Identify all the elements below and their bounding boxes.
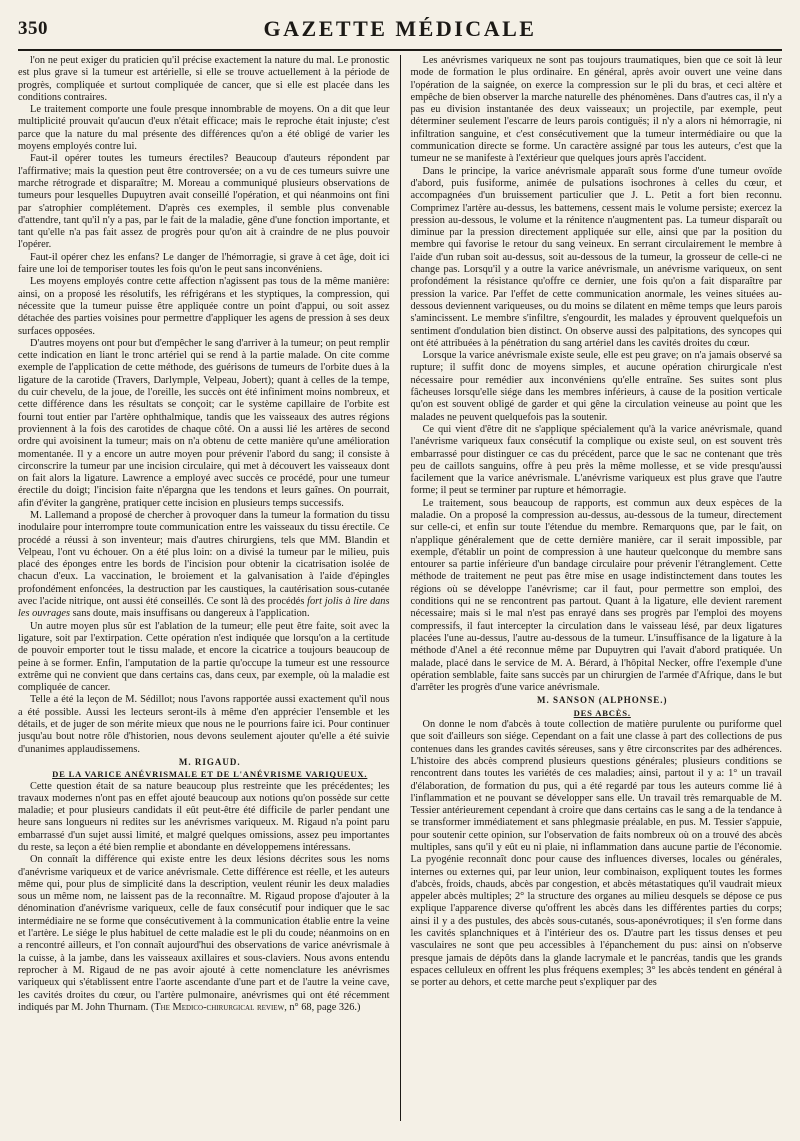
paragraph: Un autre moyen plus sûr est l'ablation de la tumeur; elle peut être faite, soit avec la ligature, soit par l'extirpation. Cette opération n'est indiquée que lorsqu'on a la certitude de pouvoir emporter tout le tissu malade, et encore la cicatrice a toujours beaucoup de peine à se former. Enfin, l'amputation de la partie qu'occupe la tumeur est une ressource extrême qui ne convient que dans certains cas, dans ceux, par exemple, où la maladie est compliquée de cancer. [18, 620, 390, 694]
paragraph: Lorsque la varice anévrismale existe seule, elle est peu grave; on n'a jamais observé sa rupture; il suffit donc de moyens simples, et aucune opération chirurgicale n'est nécessaire pour remédier aux inconvéniens qu'elle entraîne. Ses suites sont plus fâcheuses lorsqu'elle siége dans les membres inférieurs, à cause de la position verticale qu'on est souvent obligé de garder et qui gêne la circulation veineuse au point que les malades ne peuvent quelquefois pas la soutenir. [410, 350, 782, 423]
paragraph: Le traitement comporte une foule presque innombrable de moyens. On a dit que leur multiplicité prouvait qu'aucun d'eux n'était efficace; mais le reproche était injuste; c'est parce que la nature du mal présente des différences qu'on a été obligé de varier les moyens employés contre lui. [18, 104, 390, 153]
paragraph: Ce qui vient d'être dit ne s'applique spécialement qu'à la varice anévrismale, quand l'anévrisme variqueux faux consécutif la complique ou existe seul, on est souvent très embarrassé pour distinguer ce cas du précédent, parce que le sac ne contenant que très peu de caillots sanguins, offre à peu près la même mollesse, et se vide presqu'aussi facilement que la varice anévrismale. L'anévrisme variqueux est plus grave que l'autre forme; il peut se terminer par rupture et hémorragie. [410, 423, 782, 497]
paragraph-text: sans doute, mais insuffisans ou dangereux à l'application. [72, 608, 310, 620]
running-title: GAZETTE MÉDICALE [263, 16, 537, 41]
paragraph: Faut-il opérer chez les enfans? Le danger de l'hémorragie, si grave à cet âge, doit ici faire une loi de temporiser toutes les fois qu'on le peut sans inconvéniens. [18, 251, 390, 276]
section-title: DE LA VARICE ANÉVRISMALE ET DE L'ANÉVRISME VARIQUEUX. [52, 769, 368, 780]
paragraph: On donne le nom d'abcès à toute collection de matière purulente ou puriforme quel que soit d'ailleurs son siége. Cependant on a fait une classe à part des collections de pus contenues dans les grandes cavités séreuses, sans y être circonscrites par des adhérences. L'histoire des abcès comprend plusieurs questions générales; plusieurs conditions se rencontrent dans toutes les variétés de ces maladies; ainsi, partout il y a: 1° un travail d'élaboration, de formation du pus, qui a été regardé par tous les auteurs comme lié à l'inflammation et ne pouvant se développer sans elle. Un travail très remarquable de M. Tessier antérieurement cependant à croire que dans certains cas le sang a de la tendance à se transformer immédiatement et sans phlegmasie préalable, en pus. M. Tessier s'appuie, pour soutenir cette opinion, sur l'observation de faits nombreux où on a trouvé des abcès multiples, sans qu'il y eût eu ni plaie, ni inflammation dans aucune partie de l'économie. La pyogénie reconnaît donc pour cause des influences diverses, locales ou générales, internes ou externes qui, par leur union, leur combinaison, expliquent toutes les formes d'abcès, froids, chauds, abcès par congestion, et abcès métastatiques qu'il vaudrait mieux appeler abcès multiples; 2° la structure des organes au milieu desquels se dépose ce pus explique l'apparence diverse qu'offrent les abcès dans les différentes parties du corps; ainsi il y a des pustules, des abcès sous-cutanés, sous-aponévrotiques; il s'en forme dans les cavités splanchniques et à l'intérieur des os. D'autre part les tissus denses et peu vasculaires ne sont que peu accessibles à l'épanchement du pus: ainsi on n'observe presque jamais de dépôts dans la glande lacrymale et le pancréas, tandis que les grands espaces celluleux en offrent les plus fréquens exemples; 3° les abcès tendent en général à se porter au dehors, et cette marche peut s'expliquer par des [410, 719, 782, 989]
page-header [18, 14, 782, 48]
paragraph: Telle a été la leçon de M. Sédillot; nous l'avons rapportée aussi exactement qu'il nous a été possible. Aussi les lecteurs seront-ils à même d'en apprécier l'ensemble et les détails, et de juger de son mérite mieux que nous ne le pourrions faire ici. Pour continuer jusqu'au bout notre rôle d'historien, nous devons seulement ajouter qu'elle a été suivie d'unanimes applaudissemens. [18, 694, 390, 755]
italic-phrase: fort jolis à lire dans les ouvrages [18, 596, 390, 620]
paragraph [18, 854, 390, 1014]
paragraph: Les moyens employés contre cette affection n'agissent pas tous de la même manière: ainsi, on a proposé les résolutifs, les réfrigérans et les styptiques, la compression, qui nécessite que la tumeur puisse être appliquée contre un point d'appui, ou soit assez détachée des parties voisines pour permettre d'appliquer les agens de pression à ses deux surfaces opposées. [18, 276, 390, 337]
paragraph: Faut-il opérer toutes les tumeurs érectiles? Beaucoup d'auteurs répondent par l'affirmative; mais la question peut être controversée; on a vu de ces tumeurs suivre une marche rétrograde et disparaître; M. Moreau a communiqué plusieurs observations de tumeurs pour lesquelles Dupuytren avait conseillé l'opération, et qui néanmoins ont fini par s'atrophier complétement. D'après ces exemples, il semble plus convenable d'attendre, tant qu'il n'y a pas, par le fait de la maladie, gêne d'une fonction importante, et tant qu'elle n'a pas fait assez de progrès pour qu'on ait à craindre de ne plus pouvoir l'opérer. [18, 153, 390, 251]
section-author: M. RIGAUD. [178, 756, 241, 767]
paragraph: Le traitement, sous beaucoup de rapports, est commun aux deux espèces de la maladie. On a proposé la compression au-dessus, au-dessous de la tumeur, directement sur celle-ci, et enfin sur toute l'étendue du membre. Remarquons que, par le fait, on n'applique généralement que de cette dernière manière, car il serait impossible, par exemple, d'établir un point de compression à une hauteur quelconque du membre sans entourer sa partie inférieure d'un bandage circulaire pour prévenir l'étranglement. Cette méthode de traitement ne peut pas être mise en usage indistinctement dans toutes les régions où se développe l'anévrisme; car il faut, pour permettre son emploi, des conditions qui ne se rencontrent pas partout. Quant à la ligature, elle devient rarement nécessaire; mais si le mal n'est pas enrayé dans ses progrès par l'emploi des moyens compressifs, il faut intercepter la circulation dans le vaisseau lésé, par deux ligatures placées l'une au-dessus, l'autre au-dessous de la tumeur. L'insuffisance de la ligature à la méthode d'Anel a été reconnue même par Dupuytren qui l'avait d'abord pratiquée. Un malade, placé dans le service de M. A. Bérard, à l'hôpital Necker, offre l'exemple d'une opération semblable, faite sans succès par un chirurgien de l'armée d'Afrique, dans le but d'arrêter les progrès d'une varice anévrismale. [410, 497, 782, 694]
left-column [18, 55, 396, 1121]
paragraph: l'on ne peut exiger du praticien qu'il précise exactement la nature du mal. Le pronostic est plus grave si la tumeur est artérielle, si elle se trouve actuellement à la période de progrès, compliquée et surtout compliquée de cancer, que si elle est placée dans les conditions contraires. [18, 55, 390, 103]
paragraph-text: M. Lallemand a proposé de chercher à provoquer dans la tumeur la formation du tissu inodulaire pour interrompre toute communication entre les vaisseaux du tissu érectile. Ce procédé a réussi à son inventeur; mais d'autres chirurgiens, tels que MM. Blandin et Velpeau, l'ont vu échouer. On a été plus loin: on a divisé la tumeur par le milieu, puis placé des éponges entre les bords de l'incision pour obtenir la cicatrisation isolée de chacun d'eux. La vaccination, le broiement et la galvanisation à l'aide d'épingles profondément enfoncées, la destruction par les caustiques, la cautérisation sous-cutanée avec l'acide nitrique, ont aussi été conseillés. Ce sont là des procédés [18, 509, 390, 608]
paragraph: Cette question était de sa nature beaucoup plus restreinte que les précédentes; les travaux modernes n'ont pas en effet ajouté beaucoup aux notions qu'on possède sur cette maladie; et pour plusieurs candidats il eût peut-être été difficile de parler pendant une heure sans longueurs ni redites sur les anévrismes variqueux. M. Rigaud n'a point paru embarrassé d'un sujet aussi limité, et malgré quelques omissions, assez peu importantes du reste, sa leçon a été bien remplie et abondante en développemens intéressans. [18, 780, 390, 853]
text-columns [18, 55, 782, 1121]
paragraph: Dans le principe, la varice anévrismale apparaît sous forme d'une tumeur ovoïde d'abord, puis fusiforme, animée de pulsations isochrones à celles du cœur, et accompagnées d'un bruissement particulier que J. L. Petit a fort bien reconnu. Comprimez l'artère au-dessus, les battemens, cessent mais le volume persiste; exercez la pression au-dessous, le volume et la rénitence n'augmentent pas. La tumeur disparaît ou diminue par la pression directement appliquée sur elle, ainsi que par la position du membre qui favorise le retour du sang veineux. En serrant circulairement le membre à l'aide d'un ruban soit au-dessus, soit au-dessous de la tumeur, la grosseur de celle-ci ne change pas. Lorsqu'il y a outre la varice anévrismale, un anévrisme variqueux, on sent profondément la résistance qu'offre ce dernier, une fois qu'on a fait disparaître par pression la varice. Par l'effet de cette communication anormale, les veines situées au-dessous deviennent variqueuses, ou du moins se dilatent en même temps que leurs parois s'amincissent. Le membre s'infiltre, s'engourdit, les malades y éprouvent quelquefois un sentiment d'ondulation bien distinct. On observe aussi des palpitations, des syncopes qui ont été attribuées à la pénétration du sang artériel dans les cavités droites du cœur. [410, 165, 782, 349]
section-title: DES ABCÈS. [573, 707, 631, 718]
paragraph [18, 510, 390, 621]
right-column [405, 55, 783, 1121]
paragraph: D'autres moyens ont pour but d'empêcher le sang d'arriver à la tumeur; on peut remplir cette indication en liant le tronc artériel qui se rend à la partie malade. On cite comme exemple de l'application de cette méthode, des guérisons de tumeurs de l'orbite dues à la ligature de la carotide (Travers, Darlymple, Velpeau, Jobert); quant à celles de la tempe, du cuir chevelu, de la joue, de l'oreille, les succès ont été infiniment moins nombreux, et cette différence dans les résultats se conçoit; car le système capillaire de l'orbite est fourni tout entier par l'artère ophthalmique, tandis que les vaisseaux des autres régions proviennent à la fois des carotides de chaque côté. On a aussi lié les artères de second ordre qui avoisinent la tumeur; mais on n'a obtenu de cette manière qu'une amélioration momentanée. Il y a encore un autre moyen pour prévenir l'abord du sang; il consiste à circonscrire la tumeur par une incision circulaire, qui met à découvert les vaisseaux dont on fait alors la ligature. Lawrence a employé avec succès ce procédé, pour une tumeur érectile du doigt; l'incision faite n'épargna que les tendons et leurs gaînes. On pourrait, afin d'éviter la gangrène, pratiquer cette incision en plusieurs temps successifs. [18, 337, 390, 509]
paragraph-text: On connaît la différence qui existe entre les deux lésions décrites sous les noms d'anévrisme variqueux et de varice anévrismale. Cette différence est réelle, et les auteurs même qui, pour plus de simplicité dans la description, veulent réunir les deux maladies sous un même nom, ne laissent pas de la reconnaître. M. Rigaud propose d'ajouter à la dénomination d'anévrisme variqueux, celle de faux consécutif pour indiquer que le sac intermédiaire ne se forme que consécutivement à la communication établie entre la veine et l'artère. Le siége le plus habituel de cette maladie est le pli du coude; néanmoins on en a rencontré ailleurs, et l'on connaît aujourd'hui des observations de varice anévrismale à la cuisse, à la jambe, dans les vaisseaux axillaires et sous-claviers. Nous avons entendu reprocher à M. Rigaud de ne pas avoir ajouté à cette nomenclature les anévrismes variqueux qui s'établissent entre l'aorte ascendante d'une part et de l'autre la veine cave, les cavités droites du cœur, ou l'artère pulmonaire, anévrismes qui ont été récemment indiqués par M. John Thurnam. ( [18, 854, 390, 1013]
column-divider [400, 55, 401, 1121]
citation: The Medico-chirurgical review [154, 1001, 285, 1013]
page-number: 350 [18, 18, 48, 39]
header-rule [18, 49, 782, 51]
paragraph-text: , n° 68, page 326.) [284, 1001, 361, 1013]
section-author: M. SANSON (ALPHONSE.) [536, 695, 668, 706]
paragraph: Les anévrismes variqueux ne sont pas toujours traumatiques, bien que ce soit là leur mode de formation le plus ordinaire. En général, après avoir ouvert une veine dans l'opération de la saignée, on exerce la compression sur le pli du bras, et ceci altère et empêche de bien observer la marche naturelle des phénomènes. Dans d'autres cas, il n'y a pas eu division instantanée des deux vaisseaux; un projectile, par exemple, peut déterminer seulement l'escarre de leurs parois contiguës; il n'y a alors ni hémorragie, ni infiltration sanguine, et c'est consécutivement que la tumeur intermédiaire ou que la communication directe se forme. Un caractère assigné par tous les auteurs, c'est que la tumeur ne se manifeste à l'extérieur que quelques jours après l'accident. [410, 55, 782, 165]
